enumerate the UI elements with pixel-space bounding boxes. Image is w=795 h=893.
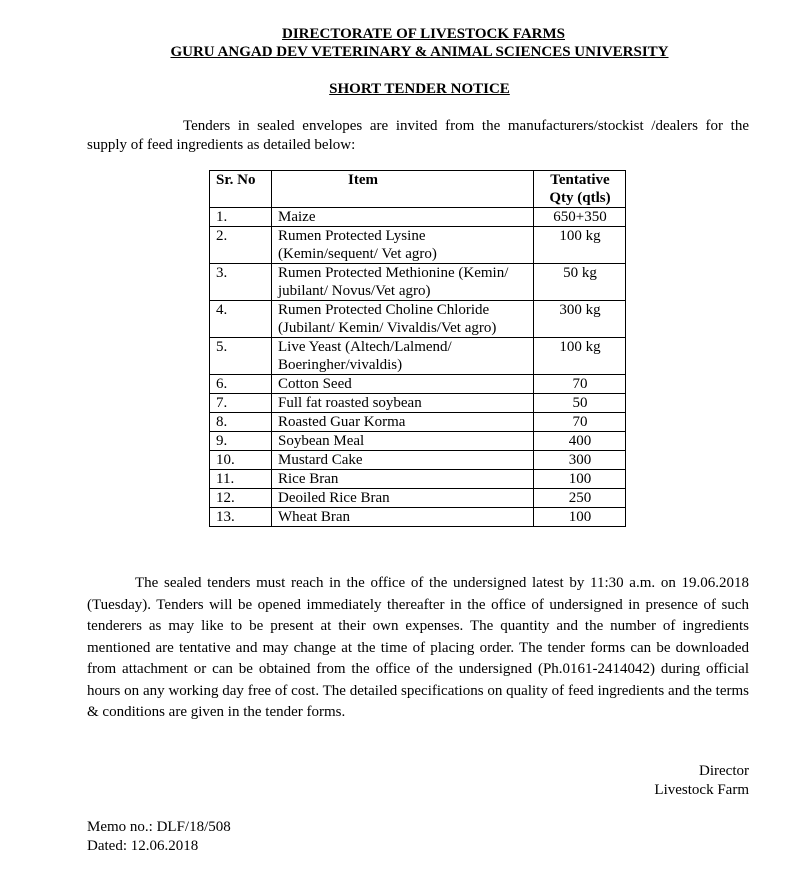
cell-sr-no: 5.: [210, 338, 272, 375]
cell-qty: 300 kg: [534, 301, 626, 338]
cell-qty: 70: [534, 413, 626, 432]
table-row: [210, 451, 626, 470]
cell-sr-no: 11.: [210, 470, 272, 489]
cell-item: Deoiled Rice Bran: [272, 489, 534, 508]
cell-item: Cotton Seed: [272, 375, 534, 394]
cell-sr-no: 12.: [210, 489, 272, 508]
cell-qty: 100: [534, 508, 626, 527]
feed-ingredients-table: [209, 170, 626, 527]
col-header-sr-no: Sr. No: [210, 171, 272, 208]
table-row: [210, 338, 626, 375]
cell-qty: 400: [534, 432, 626, 451]
cell-sr-no: 7.: [210, 394, 272, 413]
intro-paragraph: Tenders in sealed envelopes are invited from the manufacturers/stockist /dealers for the supply of feed ingredients as detailed below:: [87, 118, 749, 153]
cell-item: Rumen Protected Methionine (Kemin/ jubilant/ Novus/Vet agro): [272, 264, 534, 301]
col-header-item: Item: [272, 171, 534, 208]
cell-qty: 250: [534, 489, 626, 508]
cell-item: Live Yeast (Altech/Lalmend/ Boeringher/vivaldis): [272, 338, 534, 375]
cell-item: Rumen Protected Choline Chloride (Jubilant/ Kemin/ Vivaldis/Vet agro): [272, 301, 534, 338]
signatory-title: Director: [699, 763, 749, 779]
cell-qty: 100: [534, 470, 626, 489]
table-header-row: [210, 171, 626, 208]
cell-item: Soybean Meal: [272, 432, 534, 451]
cell-qty: 50 kg: [534, 264, 626, 301]
cell-item: Roasted Guar Korma: [272, 413, 534, 432]
table-row: [210, 301, 626, 338]
cell-item: Mustard Cake: [272, 451, 534, 470]
memo-block: [87, 818, 231, 855]
cell-sr-no: 1.: [210, 208, 272, 227]
university-heading: GURU ANGAD DEV VETERINARY & ANIMAL SCIENCES UNIVERSITY: [170, 44, 669, 60]
cell-qty: 50: [534, 394, 626, 413]
table-row: [210, 264, 626, 301]
cell-item: Rice Bran: [272, 470, 534, 489]
table-row: [210, 227, 626, 264]
signatory-office: Livestock Farm: [654, 781, 749, 798]
table-row: [210, 208, 626, 227]
cell-qty: 100 kg: [534, 227, 626, 264]
table-row: [210, 508, 626, 527]
table-row: [210, 470, 626, 489]
table-row: [210, 375, 626, 394]
cell-item: Maize: [272, 208, 534, 227]
cell-sr-no: 3.: [210, 264, 272, 301]
table-row: [210, 432, 626, 451]
directorate-heading: DIRECTORATE OF LIVESTOCK FARMS: [282, 26, 565, 42]
table-row: [210, 489, 626, 508]
cell-qty: 300: [534, 451, 626, 470]
table-row: [210, 394, 626, 413]
col-header-qty: Tentative Qty (qtls): [534, 171, 626, 208]
cell-sr-no: 13.: [210, 508, 272, 527]
cell-qty: 650+350: [534, 208, 626, 227]
cell-sr-no: 9.: [210, 432, 272, 451]
cell-item: Wheat Bran: [272, 508, 534, 527]
memo-date: Dated: 12.06.2018: [87, 837, 199, 854]
cell-qty: 70: [534, 375, 626, 394]
signature-block: [654, 762, 749, 799]
table-body: [210, 208, 626, 527]
cell-qty: 100 kg: [534, 338, 626, 375]
cell-sr-no: 4.: [210, 301, 272, 338]
cell-item: Rumen Protected Lysine (Kemin/sequent/ Vet agro): [272, 227, 534, 264]
table-row: [210, 413, 626, 432]
terms-paragraph: The sealed tenders must reach in the office of the undersigned latest by 11:30 a.m. on 19.06.2018 (Tuesday). Tenders will be opened immediately thereafter in the office of undersigned in presence of such tenderers as may like to be present at their own expenses. The quantity and the number of ingredients mentioned are tentative and may change at the time of placing order. The tender forms can be downloaded from attachment or can be obtained from the office of the undersigned (Ph.0161-2414042) during official hours on any working day free of cost. The detailed specifications on quality of feed ingredients and the terms & conditions are given in the tender forms.: [87, 575, 749, 720]
cell-sr-no: 8.: [210, 413, 272, 432]
cell-sr-no: 2.: [210, 227, 272, 264]
cell-sr-no: 6.: [210, 375, 272, 394]
cell-item: Full fat roasted soybean: [272, 394, 534, 413]
notice-title: SHORT TENDER NOTICE: [329, 81, 510, 97]
memo-number: Memo no.: DLF/18/508: [87, 819, 231, 835]
cell-sr-no: 10.: [210, 451, 272, 470]
